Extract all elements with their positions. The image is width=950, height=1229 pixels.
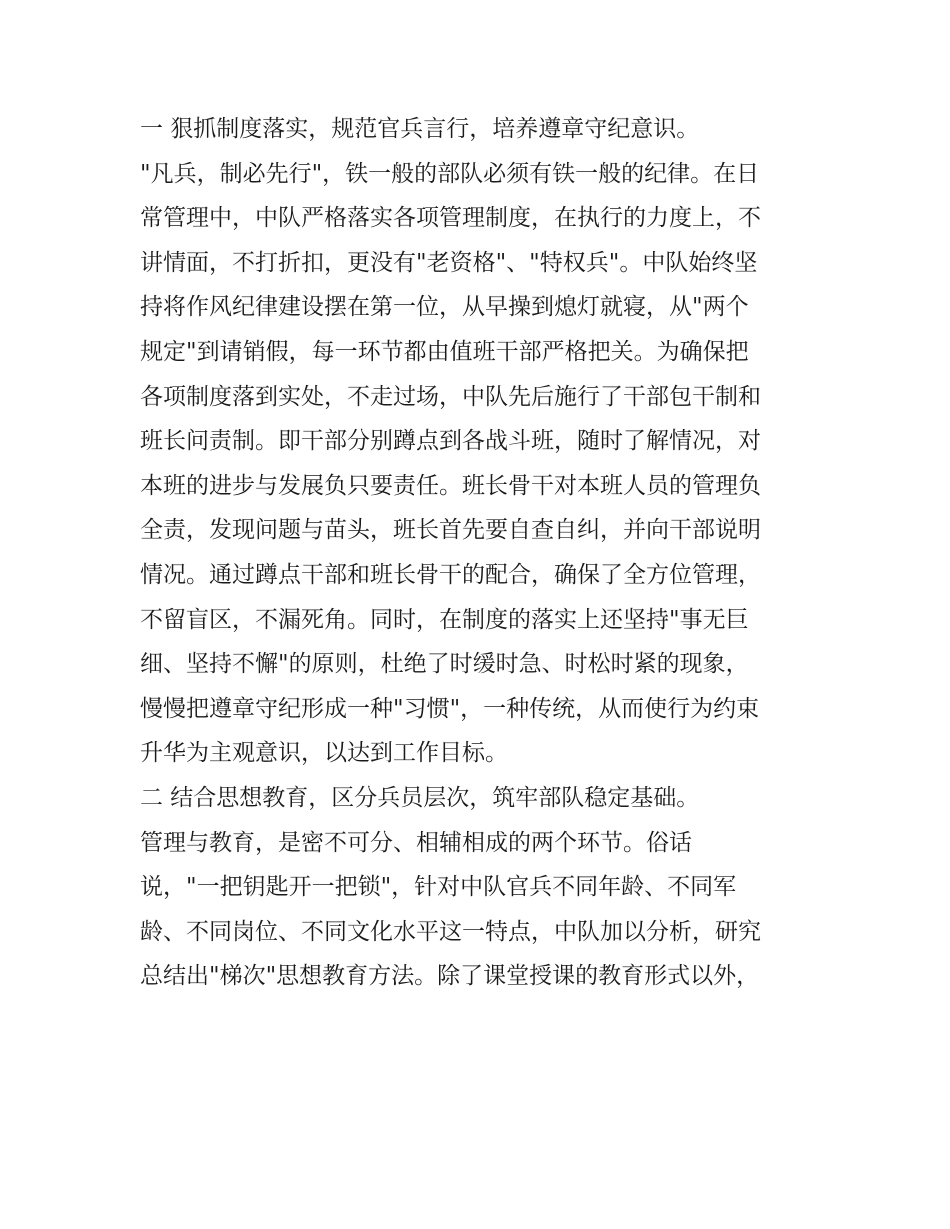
text-line: 总结出"梯次"思想教育方法。除了课堂授课的教育形式以外， — [140, 963, 760, 990]
text-line: 讲情面，不打折扣，更没有"老资格"、"特权兵"。中队始终坚 — [140, 249, 758, 276]
text-line: "凡兵，制必先行"，铁一般的部队必须有铁一般的纪律。在日 — [140, 160, 760, 187]
text-line: 慢慢把遵章守纪形成一种"习惯"，一种传统，从而使行为约束 — [140, 695, 760, 722]
text-line: 不留盲区，不漏死角。同时，在制度的落实上还坚持"事无巨 — [140, 606, 749, 633]
text-line: 持将作风纪律建设摆在第一位，从早操到熄灯就寝，从"两个 — [140, 294, 749, 321]
text-line: 情况。通过蹲点干部和班长骨干的配合，确保了全方位管理， — [140, 561, 761, 588]
document-body — [140, 107, 830, 999]
text-line: 各项制度落到实处，不走过场，中队先后施行了干部包干制和 — [140, 383, 761, 410]
section-heading-2: 二 结合思想教育，区分兵员层次，筑牢部队稳定基础。 — [140, 784, 700, 811]
text-line: 全责，发现问题与苗头，班长首先要自查自纠，并向干部说明 — [140, 517, 761, 544]
text-line: 管理与教育，是密不可分、相辅相成的两个环节。俗话 — [140, 829, 692, 856]
text-line: 细、坚持不懈"的原则，杜绝了时缓时急、时松时紧的现象， — [140, 651, 749, 678]
text-line: 班长问责制。即干部分别蹲点到各战斗班，随时了解情况，对 — [140, 428, 761, 455]
section-heading-1: 一 狠抓制度落实，规范官兵言行，培养遵章守纪意识。 — [140, 116, 700, 142]
text-line: 升华为主观意识，以达到工作目标。 — [140, 740, 508, 767]
text-line: 常管理中，中队严格落实各项管理制度，在执行的力度上，不 — [140, 205, 761, 232]
text-line: 规定"到请销假，每一环节都由值班干部严格把关。为确保把 — [140, 338, 749, 365]
text-line: 龄、不同岗位、不同文化水平这一特点，中队加以分析，研究 — [140, 918, 761, 945]
text-line: 说，"一把钥匙开一把锁"，针对中队官兵不同年龄、不同军 — [140, 874, 737, 901]
text-line: 本班的进步与发展负只要责任。班长骨干对本班人员的管理负 — [140, 472, 761, 499]
